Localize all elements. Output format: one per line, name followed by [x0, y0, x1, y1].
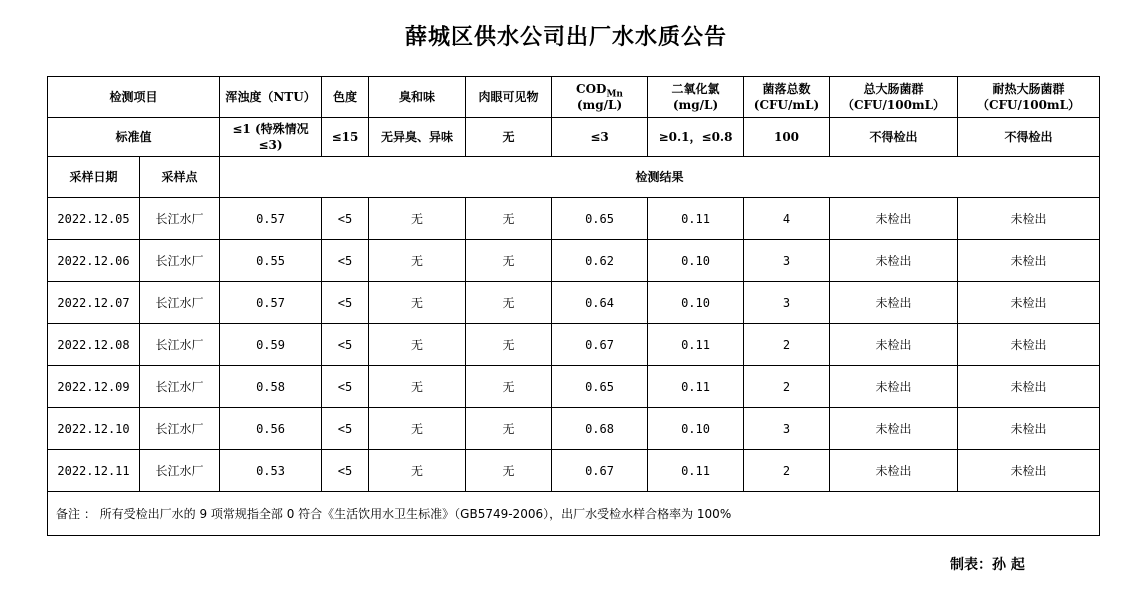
- cell-site: 长江水厂: [140, 324, 220, 366]
- table-row: [48, 282, 1100, 324]
- standard-turbidity: ≤1 (特殊情况≤3): [220, 118, 322, 157]
- cell-visible: 无: [466, 324, 552, 366]
- header-row: [48, 77, 1100, 118]
- table-row: [48, 240, 1100, 282]
- header-coliform-name: 总大肠菌群: [863, 82, 924, 96]
- cell-coliform: 未检出: [830, 366, 958, 408]
- cell-visible: 无: [466, 240, 552, 282]
- water-quality-table: [47, 76, 1100, 536]
- cell-coliform: 未检出: [830, 240, 958, 282]
- header-odor: 臭和味: [369, 77, 466, 118]
- standard-row: [48, 118, 1100, 157]
- header-cod-unit: (mg/L): [576, 98, 623, 112]
- cell-coliform: 未检出: [830, 198, 958, 240]
- subheader-date: 采样日期: [48, 157, 140, 198]
- header-item: 检测项目: [48, 77, 220, 118]
- cell-bacteria: 3: [744, 240, 830, 282]
- cell-bacteria: 3: [744, 282, 830, 324]
- header-cod-sub: Mn: [606, 89, 623, 100]
- standard-chlorine: ≥0.1，≤0.8: [648, 118, 744, 157]
- table-row: [48, 324, 1100, 366]
- cell-cod: 0.64: [552, 282, 648, 324]
- header-cod-main: COD: [576, 82, 607, 96]
- cell-odor: 无: [369, 282, 466, 324]
- cell-cod: 0.67: [552, 450, 648, 492]
- table-row: [48, 450, 1100, 492]
- cell-cod: 0.68: [552, 408, 648, 450]
- cell-chlorine: 0.10: [648, 282, 744, 324]
- cell-date: 2022.12.09: [48, 366, 140, 408]
- cell-visible: 无: [466, 366, 552, 408]
- cell-odor: 无: [369, 324, 466, 366]
- note-text: 备注 ： 所有受检出厂水的 9 项常规指全部 0 符合《生活饮用水卫生标准》（GB5749-2006），出厂水受检水样合格率为 100%: [48, 492, 1100, 536]
- cell-coliform: 未检出: [830, 282, 958, 324]
- standard-thermo: 不得检出: [958, 118, 1100, 157]
- standard-label: 标准值: [48, 118, 220, 157]
- cell-bacteria: 2: [744, 450, 830, 492]
- cell-turbidity: 0.58: [220, 366, 322, 408]
- cell-color: <5: [322, 408, 369, 450]
- cell-odor: 无: [369, 450, 466, 492]
- table-row: [48, 366, 1100, 408]
- cell-bacteria: 2: [744, 324, 830, 366]
- cell-date: 2022.12.08: [48, 324, 140, 366]
- header-coliform: [830, 77, 958, 118]
- header-thermo-name: 耐热大肠菌群: [992, 82, 1065, 96]
- cell-site: 长江水厂: [140, 366, 220, 408]
- header-bacteria: [744, 77, 830, 118]
- cell-site: 长江水厂: [140, 450, 220, 492]
- cell-thermo: 未检出: [958, 198, 1100, 240]
- cell-cod: 0.67: [552, 324, 648, 366]
- cell-bacteria: 3: [744, 408, 830, 450]
- cell-cod: 0.65: [552, 198, 648, 240]
- table-row: [48, 408, 1100, 450]
- cell-site: 长江水厂: [140, 198, 220, 240]
- cell-color: <5: [322, 366, 369, 408]
- header-visible: 肉眼可见物: [466, 77, 552, 118]
- cell-thermo: 未检出: [958, 240, 1100, 282]
- header-color: 色度: [322, 77, 369, 118]
- standard-color: ≤15: [322, 118, 369, 157]
- header-cod: [552, 77, 648, 118]
- cell-chlorine: 0.11: [648, 324, 744, 366]
- cell-chlorine: 0.10: [648, 240, 744, 282]
- cell-turbidity: 0.57: [220, 198, 322, 240]
- header-bacteria-unit: (CFU/mL): [753, 98, 820, 112]
- standard-visible: 无: [466, 118, 552, 157]
- subheader-row: [48, 157, 1100, 198]
- note-row: [48, 492, 1100, 536]
- header-thermo-unit: （CFU/100mL）: [976, 98, 1081, 112]
- cell-color: <5: [322, 240, 369, 282]
- cell-odor: 无: [369, 408, 466, 450]
- cell-date: 2022.12.05: [48, 198, 140, 240]
- cell-turbidity: 0.56: [220, 408, 322, 450]
- cell-coliform: 未检出: [830, 324, 958, 366]
- header-coliform-unit: （CFU/100mL）: [841, 98, 946, 112]
- header-chlorine: 二氧化氯(mg/L): [648, 77, 744, 118]
- standard-coliform: 不得检出: [830, 118, 958, 157]
- cell-thermo: 未检出: [958, 450, 1100, 492]
- cell-thermo: 未检出: [958, 282, 1100, 324]
- cell-site: 长江水厂: [140, 282, 220, 324]
- cell-coliform: 未检出: [830, 408, 958, 450]
- cell-thermo: 未检出: [958, 366, 1100, 408]
- page-title: 薛城区供水公司出厂水水质公告: [404, 24, 727, 50]
- cell-date: 2022.12.10: [48, 408, 140, 450]
- cell-turbidity: 0.55: [220, 240, 322, 282]
- cell-site: 长江水厂: [140, 408, 220, 450]
- cell-turbidity: 0.59: [220, 324, 322, 366]
- standard-odor: 无异臭、异味: [369, 118, 466, 157]
- cell-visible: 无: [466, 282, 552, 324]
- cell-date: 2022.12.06: [48, 240, 140, 282]
- standard-cod: ≤3: [552, 118, 648, 157]
- cell-date: 2022.12.07: [48, 282, 140, 324]
- cell-color: <5: [322, 198, 369, 240]
- cell-date: 2022.12.11: [48, 450, 140, 492]
- cell-thermo: 未检出: [958, 408, 1100, 450]
- cell-bacteria: 4: [744, 198, 830, 240]
- cell-thermo: 未检出: [958, 324, 1100, 366]
- cell-color: <5: [322, 450, 369, 492]
- standard-bacteria: 100: [744, 118, 830, 157]
- cell-cod: 0.65: [552, 366, 648, 408]
- cell-turbidity: 0.53: [220, 450, 322, 492]
- header-bacteria-name: 菌落总数: [762, 82, 811, 96]
- cell-turbidity: 0.57: [220, 282, 322, 324]
- cell-odor: 无: [369, 198, 466, 240]
- cell-chlorine: 0.11: [648, 450, 744, 492]
- subheader-results: 检测结果: [220, 157, 1100, 198]
- cell-odor: 无: [369, 240, 466, 282]
- cell-cod: 0.62: [552, 240, 648, 282]
- header-thermo: [958, 77, 1100, 118]
- header-turbidity: 浑浊度（NTU）: [220, 77, 322, 118]
- cell-color: <5: [322, 282, 369, 324]
- table-row: [48, 198, 1100, 240]
- cell-chlorine: 0.11: [648, 366, 744, 408]
- table-maker: 制表：孙 起: [950, 557, 1025, 573]
- subheader-site: 采样点: [140, 157, 220, 198]
- cell-color: <5: [322, 324, 369, 366]
- cell-visible: 无: [466, 198, 552, 240]
- cell-bacteria: 2: [744, 366, 830, 408]
- cell-site: 长江水厂: [140, 240, 220, 282]
- cell-visible: 无: [466, 450, 552, 492]
- cell-visible: 无: [466, 408, 552, 450]
- cell-coliform: 未检出: [830, 450, 958, 492]
- cell-chlorine: 0.10: [648, 408, 744, 450]
- cell-chlorine: 0.11: [648, 198, 744, 240]
- cell-odor: 无: [369, 366, 466, 408]
